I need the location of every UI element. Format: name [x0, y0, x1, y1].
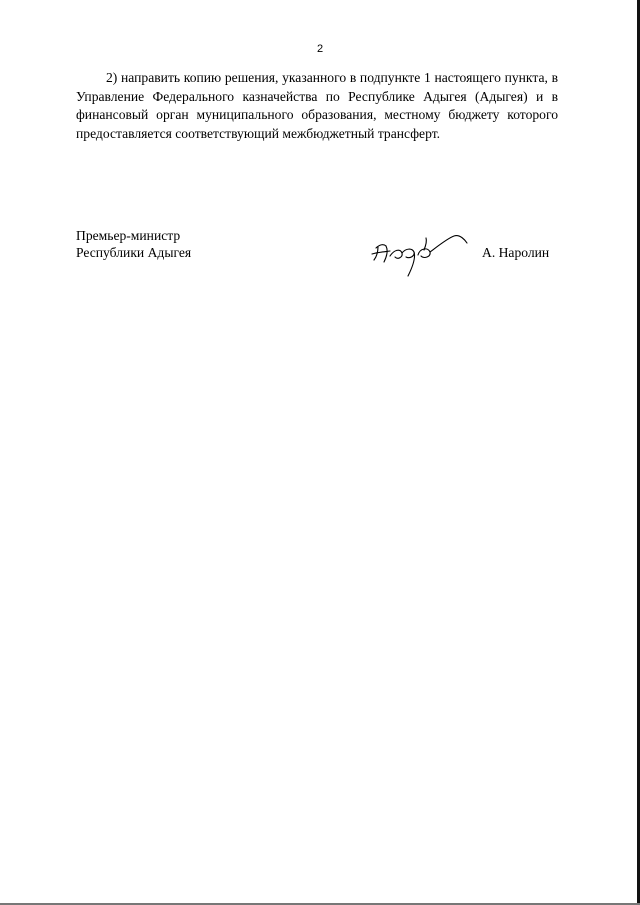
body-paragraph: 2) направить копию решения, указанного в подпункте 1 настоящего пункта, в Управление Федерального казначейства по Республике Адыгея (Адыгея) и в финансовый орган муниципального образования, местному бюджету которого предоставляется соответствующий межбюджетный трансферт.	[76, 70, 558, 142]
signatory-title-line-1: Премьер-министр	[76, 228, 181, 243]
page-number: 2	[316, 43, 324, 55]
signatory-title-line-2: Республики Адыгея	[76, 245, 192, 260]
signer-name: А. Наролин	[482, 245, 550, 260]
signatory-title	[76, 227, 191, 261]
handwritten-signature-icon	[364, 226, 468, 280]
